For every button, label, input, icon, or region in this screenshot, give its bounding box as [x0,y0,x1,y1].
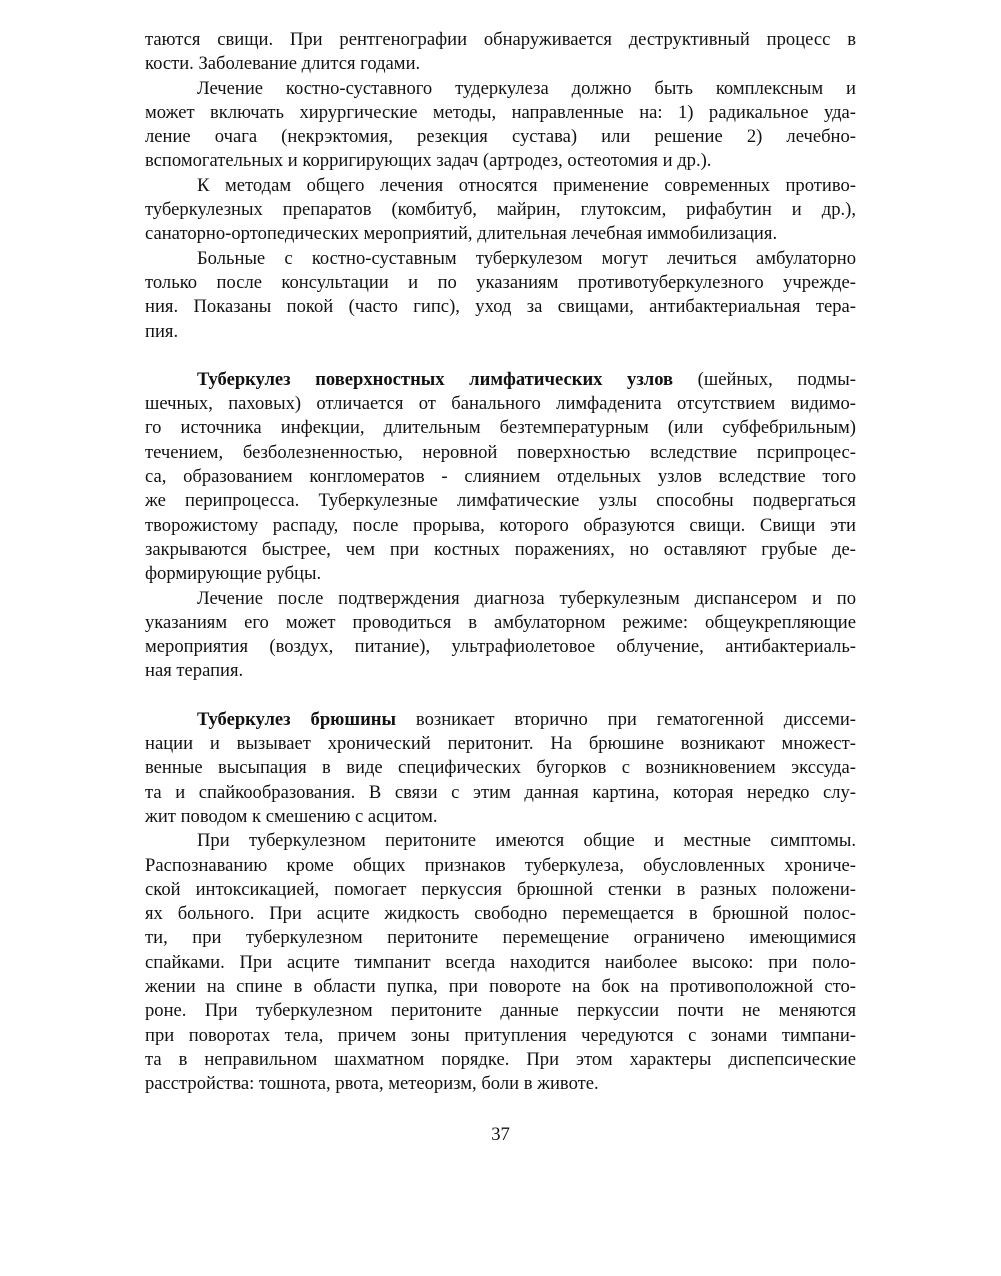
paragraph-peritoneum-tb [145,708,856,829]
text-line: К методам общего лечения относятся применение современных противо- [197,174,856,196]
paragraph-general-treatment [145,174,856,247]
text-line: вспомогательных и корригирующих задач (артродез, остеотомия и др.). [145,150,712,172]
text-run: (шейных, подмы- [673,368,856,390]
paragraph-lymph-node-tb [145,368,856,587]
text-line: нации и вызывает хронический перитонит. На брюшине возникают множест- [145,733,856,755]
text-line [145,708,856,732]
text-line: шечных, паховых) отличается от банального лимфаденита отсутствием видимо- [145,393,856,415]
text-line: венные высыпация в виде специфических бугорков с возникновением экссуда- [145,757,856,779]
paragraph-fistula-end [145,28,856,77]
paragraph-gap [145,684,856,708]
text-line: ление очага (некрэктомия, резекция сустава) или решение 2) лечебно- [145,126,856,148]
text-line: санаторно-ортопедических мероприятий, длительная лечебная иммобилизация. [145,223,778,245]
paragraph-gap [145,344,856,368]
text-line: роне. При туберкулезном перитоните данные перкуссии почти не меняются [145,1000,856,1022]
paragraph-peritonitis-symptoms [145,829,856,1096]
text-line: го источника инфекции, длительным безтемпературным (или субфебрильным) [145,417,856,439]
text-line: течением, безболезненностью, неровной поверхностью вследствие псрипроцес- [145,441,856,463]
text-line: ния. Показаны покой (часто гипс), уход за свищами, антибактериальная тера- [145,296,856,318]
page-body [145,28,856,1096]
section-heading-lymph-nodes: Туберкулез поверхностных лимфатических узлов [197,368,674,390]
text-line: формирующие рубцы. [145,563,322,585]
text-line: ях больного. При асците жидкость свободно перемещается в брюшной полос- [145,903,856,925]
text-line: указаниям его может проводиться в амбулаторном режиме: общеукрепляющие [145,611,856,633]
text-line: ской интоксикацией, помогает перкуссия брюшной стенки в разных положени- [145,878,856,900]
text-line: кости. Заболевание длится годами. [145,53,421,75]
text-line: туберкулезных препаратов (комбитуб, майрин, глутоксим, рифабутин и др.), [145,199,856,221]
text-line: ти, при туберкулезном перитоните перемещение ограничено имеющимися [145,927,856,949]
text-line: Больные с костно-суставным туберкулезом могут лечиться амбулаторно [197,247,856,269]
text-line: спайками. При асците тимпанит всегда находится наиболее высоко: при поло- [145,951,856,973]
text-line: пия. [145,320,179,342]
text-line: закрываются быстрее, чем при костных поражениях, но оставляют грубые де- [145,538,856,560]
text-line: Лечение после подтверждения диагноза туберкулезным диспансером и по [197,587,856,609]
paragraph-bone-tb-treatment [145,77,856,174]
paragraph-outpatient [145,247,856,344]
text-line: та в неправильном шахматном порядке. При этом характеры диспепсические [145,1048,856,1070]
text-line: При туберкулезном перитоните имеются общие и местные симптомы. [197,830,856,852]
text-line: Распознаванию кроме общих признаков туберкулеза, обусловленных хрониче- [145,854,856,876]
page-number: 37 [491,1124,510,1145]
section-heading-peritoneum: Туберкулез брюшины [197,708,397,730]
text-line: жит поводом к смешению с асцитом. [145,805,438,827]
text-line: таются свищи. При рентгенографии обнаруживается деструктивный процесс в [145,29,856,50]
text-line: может включать хирургические методы, направленные на: 1) радикальное уда- [145,101,856,123]
text-line: са, образованием конгломератов - слиянием отдельных узлов вследствие того [145,466,856,488]
paragraph-lymph-node-treatment [145,587,856,684]
text-line: жении на спине в области пупка, при повороте на бок на противоположной сто- [145,975,856,997]
text-line: только после консультации и по указаниям противотуберкулезного учрежде- [145,271,856,293]
text-run: возникает вторично при гематогенной диссеми- [396,708,856,730]
text-line: при поворотах тела, причем зоны притупления чередуются с зонами тимпани- [145,1024,856,1046]
text-line: же перипроцесса. Туберкулезные лимфатические узлы способны подвергаться [145,490,856,512]
text-line: расстройства: тошнота, рвота, метеоризм, боли в животе. [145,1073,599,1095]
text-line: Лечение костно-суставного тудеркулеза должно быть комплексным и [197,77,856,99]
text-line: ная терапия. [145,660,244,682]
text-line: та и спайкообразования. В связи с этим данная картина, которая нередко слу- [145,781,856,803]
text-line: творожистому распаду, после прорыва, которого образуются свищи. Свищи эти [145,514,856,536]
text-line: мероприятия (воздух, питание), ультрафиолетовое облучение, антибактериаль- [145,636,856,658]
text-line [145,368,856,392]
